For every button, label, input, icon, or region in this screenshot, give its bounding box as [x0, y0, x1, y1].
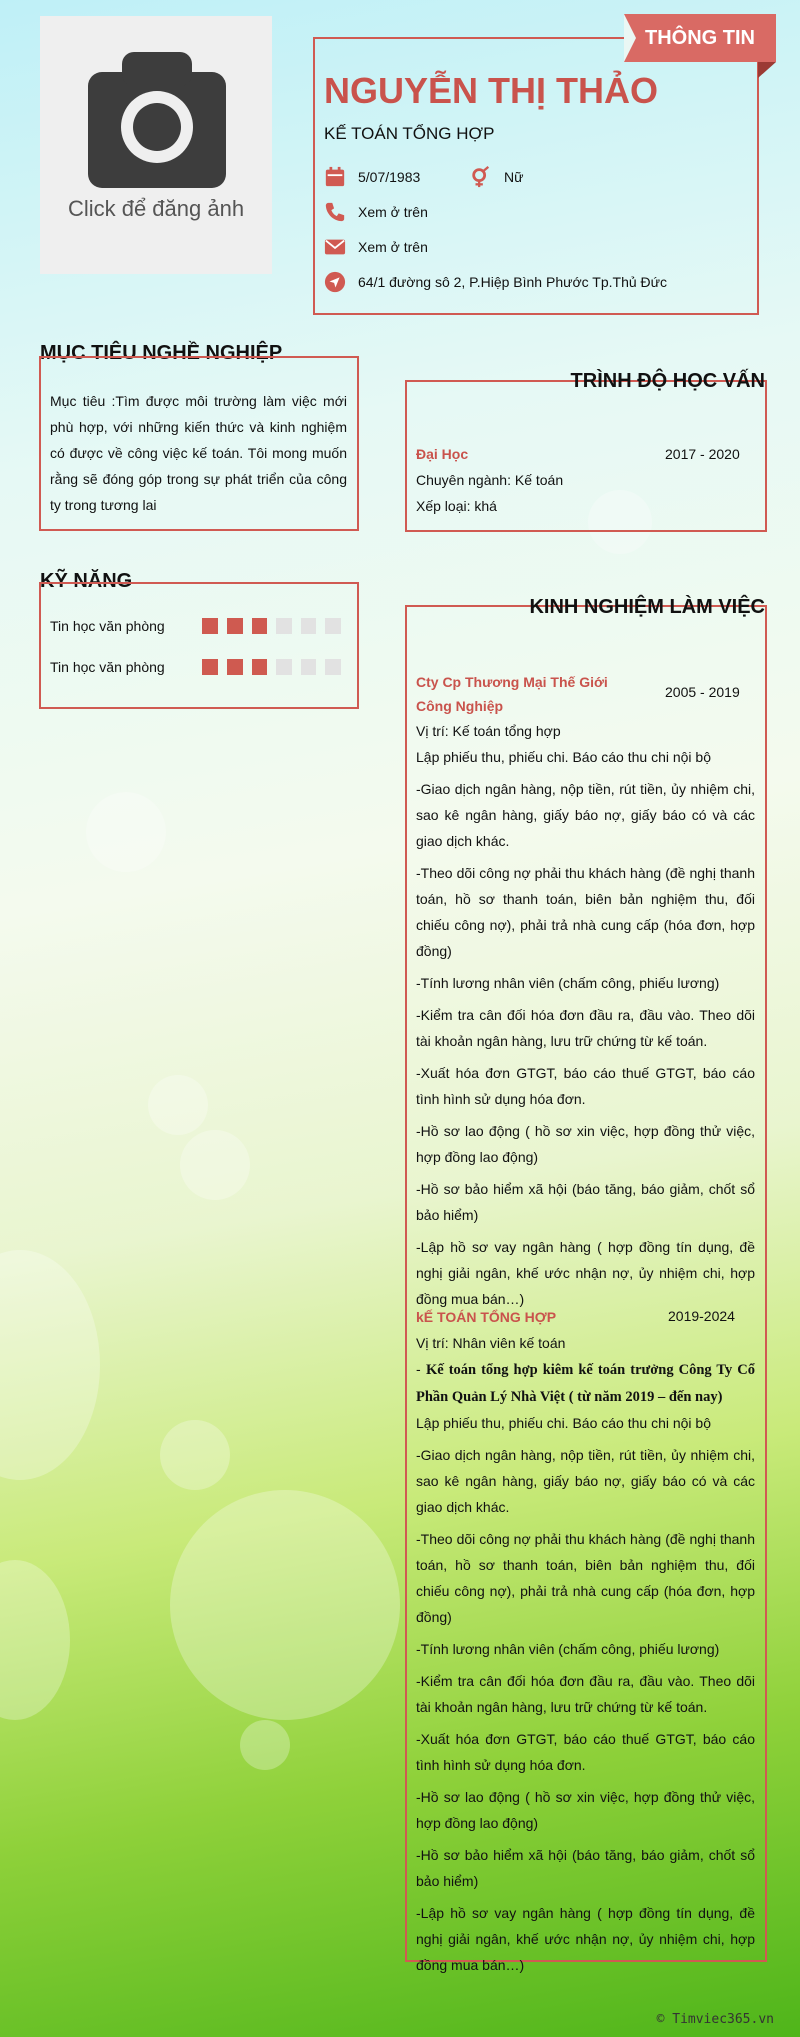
job-duty: -Hồ sơ lao động ( hồ sơ xin việc, hợp đồng thử việc, hợp đồng lao động) — [416, 1123, 755, 1165]
skill-row — [50, 659, 350, 675]
birthdate-row — [324, 164, 420, 190]
full-name: NGUYỄN THỊ THẢO — [324, 70, 659, 111]
bokeh-decoration — [0, 1250, 100, 1480]
address-value: 64/1 đường sô 2, P.Hiệp Bình Phước Tp.Thủ Đức — [358, 274, 668, 290]
skill-level-dot — [301, 618, 317, 634]
info-ribbon: THÔNG TIN — [624, 14, 776, 62]
job-duty: -Hồ sơ bảo hiểm xã hội (báo tăng, báo giảm, chốt sổ bảo hiểm) — [416, 1181, 755, 1223]
skill-label: Tin học văn phòng — [50, 618, 165, 634]
gender-value: Nữ — [504, 169, 524, 185]
job-position: Vị trí: Nhân viên kế toán — [416, 1335, 566, 1351]
skills-title: KỸ NĂNG — [40, 570, 133, 592]
skill-row — [50, 618, 350, 634]
bokeh-decoration — [180, 1130, 250, 1200]
job-duty: -Hồ sơ lao động ( hồ sơ xin việc, hợp đồng thử việc, hợp đồng lao động) — [416, 1789, 755, 1831]
job-highlight-bold: Kế toán tổng hợp kiêm kế toán trưởng — [425, 1362, 674, 1378]
skill-level-dot — [202, 618, 218, 634]
skill-level-dot — [276, 618, 292, 634]
job-duty: -Lập hồ sơ vay ngân hàng ( hợp đồng tín dụng, đề nghị giải ngân, khế ước nhận nợ, ủy nhiệm chi, hợp đồng mua bán…) — [416, 1905, 755, 1973]
education-period: 2017 - 2020 — [665, 446, 740, 462]
job-duty: -Giao dịch ngân hàng, nộp tiền, rút tiền, ủy nhiệm chi, sao kê ngân hàng, giấy báo nợ, giấy báo có và các giao dịch khác. — [416, 781, 755, 849]
skill-level-dot — [276, 659, 292, 675]
ribbon-fold — [758, 62, 776, 78]
experience-job-2 — [416, 1304, 755, 1984]
location-icon — [324, 271, 346, 293]
photo-upload-label: Click để đăng ảnh — [67, 196, 245, 221]
job-duties — [416, 744, 755, 1312]
job-highlight-rest: Công Ty Cổ Phần Quản Lý Nhà Việt ( từ năm 2019 – đến nay) — [416, 1362, 756, 1405]
experience-job-1 — [416, 670, 755, 1318]
skill-label: Tin học văn phòng — [50, 659, 165, 675]
bokeh-decoration — [240, 1720, 290, 1770]
job-duty: -Tính lương nhân viên (chấm công, phiếu lương) — [416, 975, 720, 991]
education-title: TRÌNH ĐỘ HỌC VẤN — [570, 370, 765, 392]
bokeh-decoration — [86, 792, 166, 872]
calendar-icon — [324, 166, 346, 188]
gender-row — [470, 164, 523, 190]
job-duty: -Theo dõi công nợ phải thu khách hàng (đề nghị thanh toán, hồ sơ thanh toán, biên bản nghiệm thu, đối chiếu công nợ), phải trả nhà cung cấp (hóa đơn, hợp đồng) — [416, 1531, 755, 1625]
job-duty: Lập phiếu thu, phiếu chi. Báo cáo thu chi nội bộ — [416, 1415, 711, 1431]
job-duty: -Theo dõi công nợ phải thu khách hàng (đề nghị thanh toán, hồ sơ thanh toán, biên bản nghiệm thu, đối chiếu công nợ), phải trả nhà cung cấp (hóa đơn, hợp đồng) — [416, 865, 755, 959]
job-company: Cty Cp Thương Mại Thế Giới Công Nghiệp — [416, 674, 608, 714]
skill-level-dot — [202, 659, 218, 675]
objective-title: MỤC TIÊU NGHỀ NGHIỆP — [40, 342, 283, 364]
job-duty: -Tính lương nhân viên (chấm công, phiếu lương) — [416, 1641, 720, 1657]
job-duty: -Hồ sơ bảo hiểm xã hội (báo tăng, báo giảm, chốt sổ bảo hiểm) — [416, 1847, 755, 1889]
footer-copyright: © Timviec365.vn — [656, 2012, 774, 2027]
ribbon-notch — [624, 14, 636, 62]
job-period: 2005 - 2019 — [665, 684, 740, 700]
camera-icon — [88, 52, 226, 188]
job-highlight — [416, 1356, 755, 1410]
job-duties — [416, 1410, 755, 1978]
bokeh-decoration — [148, 1075, 208, 1135]
job-title: KẾ TOÁN TỔNG HỢP — [324, 124, 495, 143]
education-grade: Xếp loại: khá — [416, 498, 497, 514]
job-position: Vị trí: Kế toán tổng hợp — [416, 723, 561, 739]
skill-level-dot — [325, 618, 341, 634]
job-highlight-prefix: - — [416, 1361, 426, 1377]
experience-title: KINH NGHIỆM LÀM VIỆC — [529, 596, 765, 618]
job-duty: -Giao dịch ngân hàng, nộp tiền, rút tiền, ủy nhiệm chi, sao kê ngân hàng, giấy báo nợ, giấy báo có và các giao dịch khác. — [416, 1447, 755, 1515]
job-duty: Lập phiếu thu, phiếu chi. Báo cáo thu chi nội bộ — [416, 749, 711, 765]
skill-level-dot — [301, 659, 317, 675]
job-duty: -Kiểm tra cân đối hóa đơn đầu ra, đầu vào. Theo dõi tài khoản ngân hàng, lưu trữ chứng từ kế toán. — [416, 1007, 755, 1049]
email-row — [324, 234, 428, 260]
phone-icon — [324, 201, 346, 223]
job-company: kẾ TOÁN TỔNG HỢP — [416, 1309, 557, 1325]
phone-row — [324, 199, 428, 225]
job-duty: -Kiểm tra cân đối hóa đơn đầu ra, đầu vào. Theo dõi tài khoản ngân hàng, lưu trữ chứng từ kế toán. — [416, 1673, 755, 1715]
phone-value: Xem ở trên — [358, 204, 428, 220]
photo-upload[interactable] — [40, 16, 272, 274]
job-duty: -Xuất hóa đơn GTGT, báo cáo thuế GTGT, báo cáo tình hình sử dụng hóa đơn. — [416, 1731, 755, 1773]
objective-text: Mục tiêu :Tìm được môi trường làm việc mới phù hợp, với những kiến thức và kinh nghiệm có được về công việc kế toán. Tôi mong muốn rằng sẽ đóng góp trong sự phát triển của công ty trong tương lai — [50, 393, 347, 513]
skill-level-dot — [252, 618, 268, 634]
education-school: Đại Học — [416, 446, 469, 462]
job-duty: -Lập hồ sơ vay ngân hàng ( hợp đồng tín dụng, đề nghị giải ngân, khế ước nhận nợ, ủy nhiệm chi, hợp đồng mua bán…) — [416, 1239, 755, 1307]
email-value: Xem ở trên — [358, 239, 428, 255]
birthdate-value: 5/07/1983 — [358, 169, 421, 185]
bokeh-decoration — [160, 1420, 230, 1490]
envelope-icon — [324, 236, 346, 258]
address-row — [324, 269, 667, 295]
skill-level-dot — [325, 659, 341, 675]
job-period: 2019-2024 — [668, 1308, 735, 1324]
skill-level-dot — [227, 659, 243, 675]
bokeh-decoration — [0, 1560, 70, 1720]
job-duty: -Xuất hóa đơn GTGT, báo cáo thuế GTGT, báo cáo tình hình sử dụng hóa đơn. — [416, 1065, 755, 1107]
education-major: Chuyên ngành: Kế toán — [416, 472, 564, 488]
bokeh-decoration — [170, 1490, 400, 1720]
gender-icon — [470, 166, 492, 188]
skill-level-dot — [227, 618, 243, 634]
skill-level-dot — [252, 659, 268, 675]
skills-box — [39, 582, 359, 709]
